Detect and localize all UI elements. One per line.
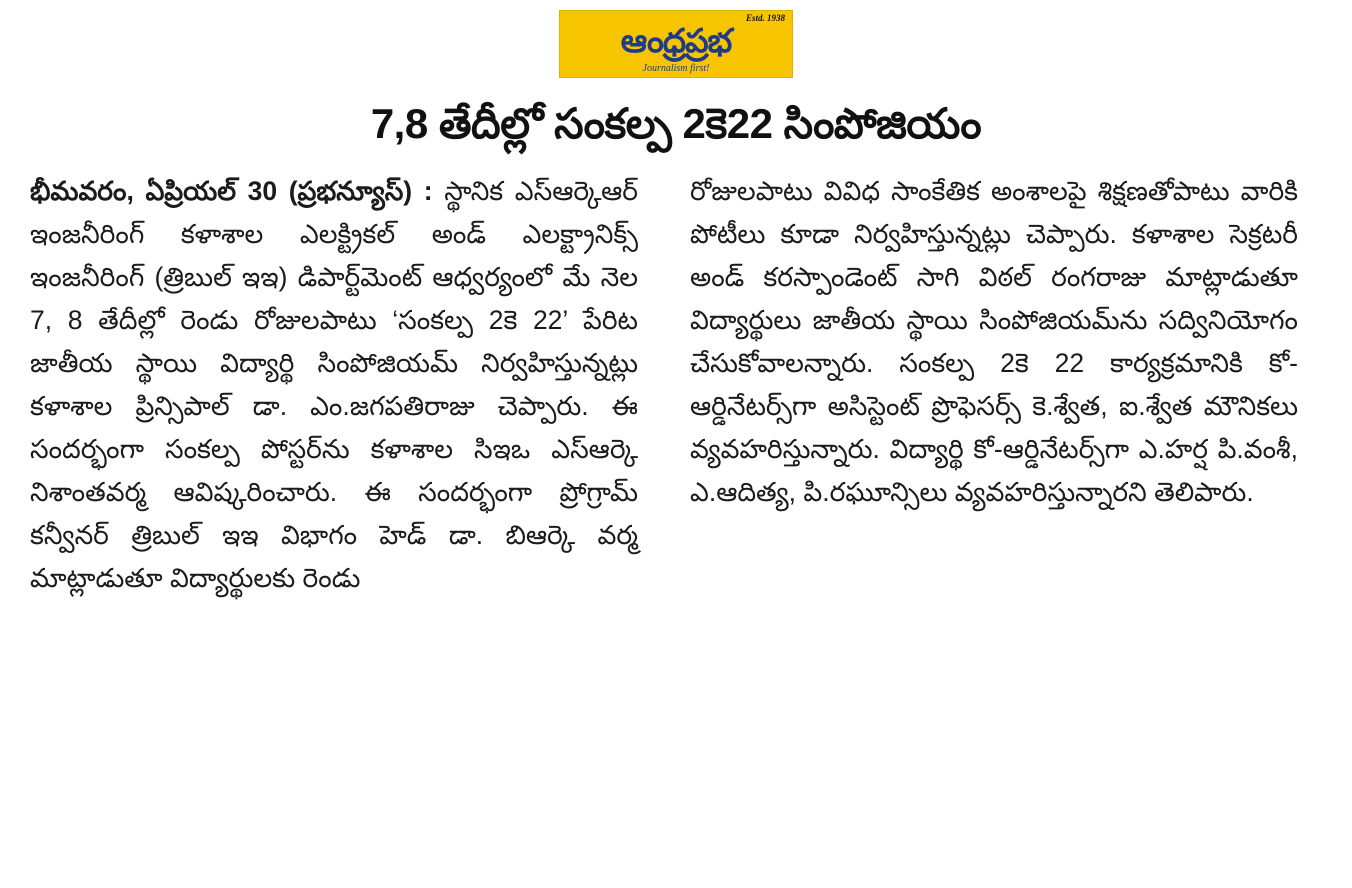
- article-column-right: [690, 170, 1298, 599]
- article-column-right-text: రోజులపాటు వివిధ సాంకేతిక అంశాలపై శిక్షణతోపాటు వారికి పోటీలు కూడా నిర్వహిస్తున్నట్లు చెప్పారు. కళాశాల సెక్రటరీ అండ్ కరస్పాండెంట్ సాగి విఠల్ రంగరాజు మాట్లాడుతూ విద్యార్థులు జాతీయ స్థాయి సింపోజియమ్‌ను సద్వినియోగం చేసుకోవాలన్నారు. సంకల్ప 2కె 22 కార్యక్రమానికి కో-ఆర్డినేటర్స్‌గా అసిస్టెంట్ ప్రొఫెసర్స్ కె.శ్వేత, ఐ.శ్వేత మౌనికలు వ్యవహరిస్తున్నారు. విద్యార్థి కో-ఆర్డినేటర్స్‌గా ఎ.హర్ష పి.వంశీ, ఎ.ఆదిత్య, పి.రఘూన్సిలు వ్యవహరిస్తున్నారని తెలిపారు.: [690, 176, 1298, 507]
- article-headline: 7,8 తేదీల్లో సంకల్ప 2కె22 సింపోజియం: [370, 100, 982, 147]
- publication-name: ఆంధ్రప్రభ: [620, 23, 732, 60]
- masthead: [0, 0, 1352, 78]
- publication-logo: [559, 10, 793, 78]
- established-label: Estd. 1938: [745, 13, 785, 23]
- article-column-left-text: స్థానిక ఎస్ఆర్కెఆర్ ఇంజనీరింగ్ కళాశాల ఎలక్ట్రికల్ అండ్ ఎలక్ట్రానిక్స్ ఇంజనీరింగ్ (త్రిబుల్ ఇఇ) డిపార్ట్‌మెంట్ ఆధ్వర్యంలో మే నెల 7, 8 తేదీల్లో రెండు రోజులపాటు ‘సంకల్ప 2కె 22’ పేరిట జాతీయ స్థాయి విద్యార్థి సింపోజియమ్ నిర్వహిస్తున్నట్లు కళాశాల ప్రిన్సిపాల్ డా. ఎం.జగపతిరాజు చెప్పారు. ఈ సందర్భంగా సంకల్ప పోస్టర్‌ను కళాశాల సిఇఒ ఎస్ఆర్కె నిశాంతవర్మ ఆవిష్కరించారు. ఈ సందర్భంగా ప్రోగ్రామ్ కన్వీనర్ త్రిబుల్ ఇఇ విభాగం హెడ్ డా. బిఆర్కె వర్మ మాట్లాడుతూ విద్యార్థులకు రెండు: [30, 176, 638, 593]
- article-body: [0, 154, 1352, 599]
- publication-tagline: Journalism first!: [642, 63, 710, 74]
- article-dateline: భీమవరం, ఏప్రియల్ 30 (ప్రభన్యూస్) :: [30, 176, 433, 207]
- article-column-left: [30, 170, 638, 599]
